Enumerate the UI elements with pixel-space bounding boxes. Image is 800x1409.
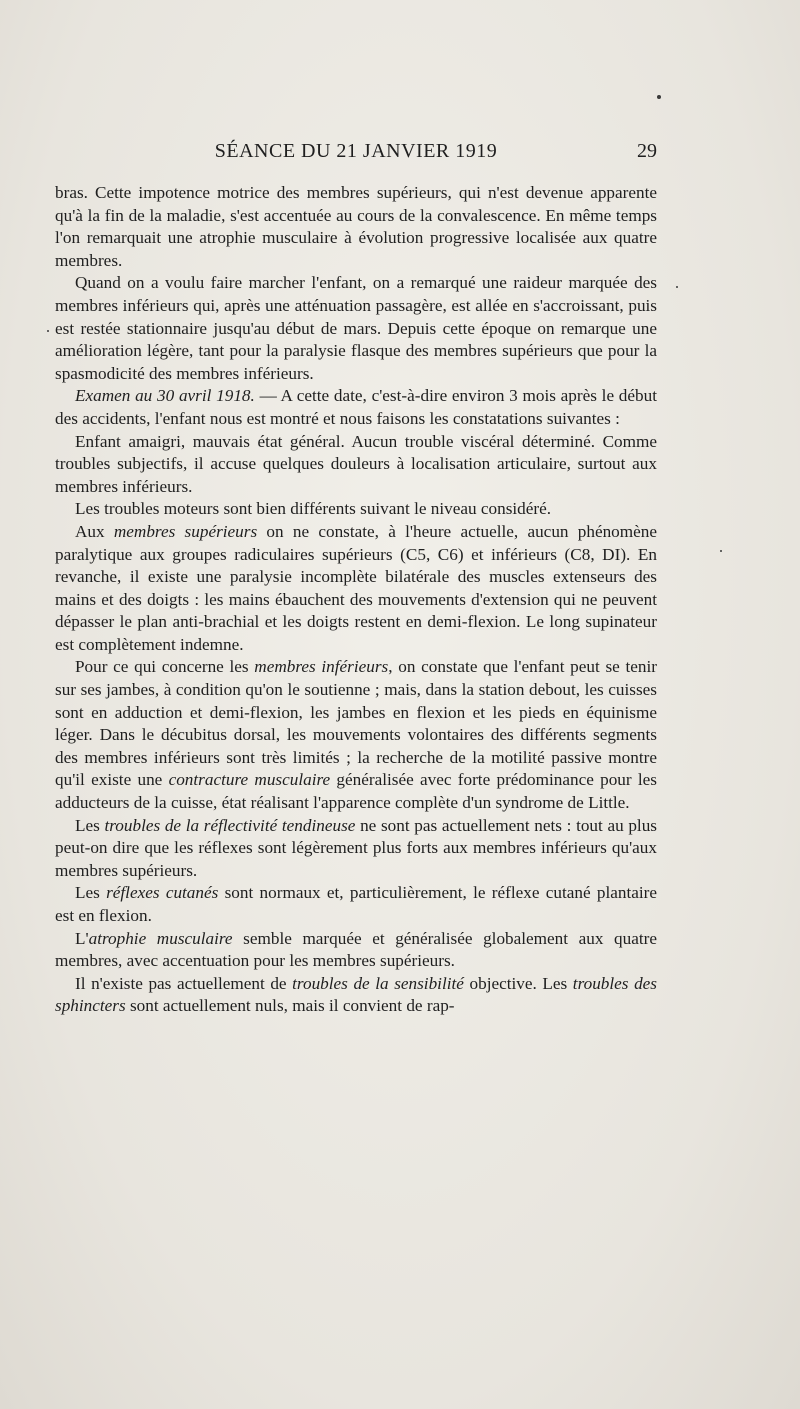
paragraph bbox=[55, 385, 657, 430]
italic-phrase: membres supérieurs bbox=[113, 521, 258, 541]
text-run: Pour ce qui concerne les bbox=[75, 657, 255, 677]
text-run: ne sont pas actuellement nets : tout au plus peut-on dire que les réflexes sont légèrement plus forts aux membres inférieurs qu'aux membres supérieurs. bbox=[55, 815, 657, 880]
text-run: sont actuellement nuls, mais il convient de rap- bbox=[125, 996, 455, 1016]
text-run: Les bbox=[75, 883, 107, 903]
paragraph bbox=[55, 928, 657, 973]
text-run: Il n'existe pas actuellement de bbox=[75, 973, 293, 993]
body-text bbox=[55, 182, 657, 1018]
text-run: Aux bbox=[75, 521, 114, 541]
text-run: objective. Les bbox=[463, 973, 573, 993]
text-run: Les troubles moteurs sont bien différents suivant le niveau considéré. bbox=[75, 499, 552, 519]
paragraph bbox=[55, 815, 657, 883]
scan-speck bbox=[720, 550, 722, 552]
italic-phrase: membres inférieurs bbox=[254, 657, 389, 677]
scan-speck bbox=[676, 286, 678, 288]
italic-phrase: réflexes cutanés bbox=[106, 883, 219, 903]
paragraph bbox=[55, 498, 657, 521]
running-head: SÉANCE DU 21 JANVIER 1919 bbox=[214, 140, 498, 162]
paragraph bbox=[55, 656, 657, 814]
paragraph bbox=[55, 272, 657, 385]
italic-phrase: contracture musculaire bbox=[168, 770, 331, 790]
text-run: L' bbox=[75, 928, 89, 948]
italic-phrase: troubles de la sensibilité bbox=[292, 973, 464, 993]
page-number: 29 bbox=[637, 140, 657, 162]
paragraph bbox=[55, 182, 657, 272]
italic-phrase: troubles de la réflectivité tendineuse bbox=[104, 815, 356, 835]
text-run: , on constate que l'enfant peut se tenir sur ses jambes, à condition qu'on le soutienne ; mais, dans la station debout, les cuisses sont en adduction et demi-flexion, les jambes en flexion et les pieds en équinisme léger. Dans le décubitus dorsal, les mouvements volontaires des différents segments des membres inférieurs sont très limités ; la recherche de la motilité passive montre qu'il existe une bbox=[55, 657, 657, 790]
paragraph bbox=[55, 521, 657, 657]
text-run: bras. Cette impotence motrice des membres supérieurs, qui n'est devenue apparente qu'à la fin de la maladie, s'est accentuée au cours de la convalescence. En même temps l'on remarquait une atrophie musculaire à évolution progressive localisée aux quatre membres. bbox=[55, 183, 657, 270]
italic-phrase: troubles des sphincters bbox=[55, 973, 657, 1016]
paragraph bbox=[55, 882, 657, 927]
paragraph bbox=[55, 431, 657, 499]
text-run: sont normaux et, particulièrement, le réflexe cutané plantaire est en flexion. bbox=[55, 883, 657, 925]
italic-phrase: Examen au 30 avril 1918. bbox=[75, 386, 255, 406]
text-run: généralisée avec forte prédominance pour les adducteurs de la cuisse, état réalisant l'apparence complète d'un syndrome de Little. bbox=[55, 770, 657, 813]
text-run: Quand on a voulu faire marcher l'enfant, on a remarqué une raideur marquée des membres inférieurs qui, après une atténuation passagère, est allée en s'accroissant, puis est restée stationnaire jusqu'au début de mars. Depuis cette époque on remarque une amélioration légère, tant pour la paralysie flasque des membres supérieurs que pour la spasmodicité des membres inférieurs. bbox=[55, 273, 657, 383]
text-run: Les bbox=[75, 815, 105, 835]
text-run: Enfant amaigri, mauvais état général. Aucun trouble viscéral déterminé. Comme troubles subjectifs, il accuse quelques douleurs à localisation articulaire, surtout aux membres inférieurs. bbox=[55, 431, 657, 496]
paragraph bbox=[55, 973, 657, 1018]
scan-speck bbox=[47, 330, 49, 332]
text-run: semble marquée et généralisée globalement aux quatre membres, avec accentuation pour les membres supérieurs. bbox=[55, 928, 657, 971]
page-header bbox=[55, 140, 657, 170]
scan-speck bbox=[657, 95, 661, 99]
italic-phrase: atrophie musculaire bbox=[88, 928, 233, 948]
text-run: on ne constate, à l'heure actuelle, aucun phénomène paralytique aux groupes radiculaires supérieurs (C5, C6) et inférieurs (C8, DI). En revanche, il existe une paralysie incomplète bilatérale des muscles extenseurs des mains et des doigts : les mains ébauchent des mouvements d'extension qui ne peuvent dépasser le plan anti-brachial et les doigts restent en demi-flexion. Le long supinateur est complètement indemne. bbox=[55, 521, 657, 654]
text-run: — A cette date, c'est-à-dire environ 3 mois après le début des accidents, l'enfant nous est montré et nous faisons les constatations suivantes : bbox=[55, 386, 657, 428]
